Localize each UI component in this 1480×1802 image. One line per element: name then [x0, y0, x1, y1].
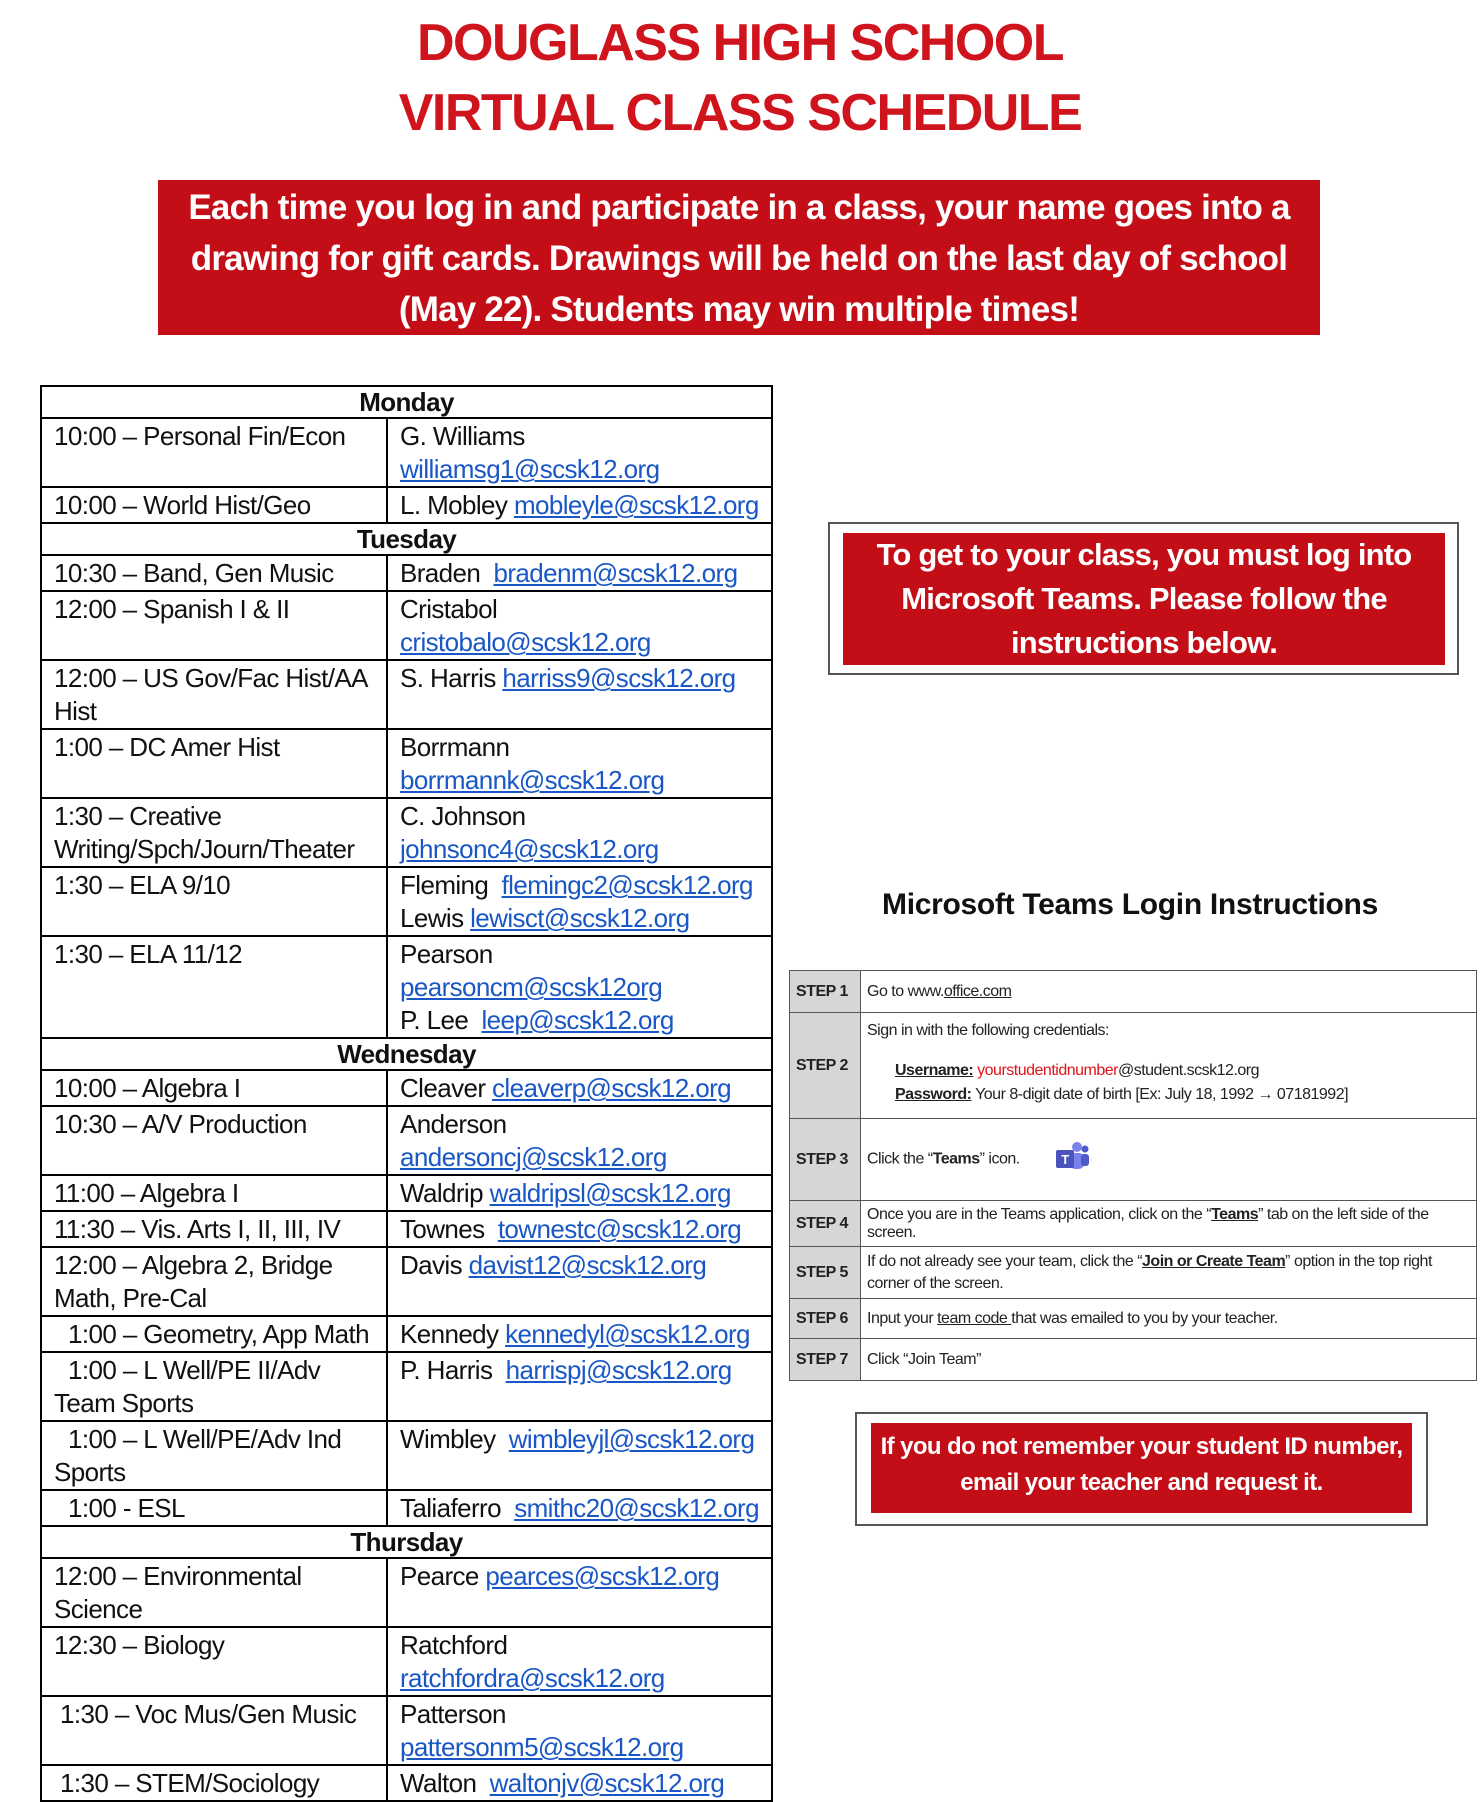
teacher-email-link[interactable]: wimbleyjl@scsk12.org	[508, 1424, 755, 1454]
teacher-email-link[interactable]: leep@scsk12.org	[481, 1005, 674, 1035]
step-text	[861, 1119, 1477, 1201]
teacher-name: Cristabol	[400, 594, 498, 624]
class-name-line: 1:30 – Voc Mus/Gen Music	[60, 1699, 357, 1729]
teacher-name: Fleming	[400, 870, 489, 900]
teacher-cell	[387, 1352, 772, 1421]
step-text-part: ” option in the top right corner of the screen.	[867, 1252, 1432, 1292]
teacher-cell	[387, 1765, 772, 1801]
class-name-line: 1:30 – Creative	[54, 801, 222, 831]
class-name	[41, 1558, 387, 1627]
teacher-email-link[interactable]: harriss9@scsk12.org	[502, 663, 736, 693]
step-row	[790, 1247, 1477, 1299]
step-row	[790, 971, 1477, 1013]
teacher-name: Davis	[400, 1250, 463, 1280]
day-heading: Thursday	[41, 1526, 772, 1558]
teacher-email-link[interactable]: flemingc2@scsk12.org	[501, 870, 753, 900]
class-name	[41, 1316, 387, 1352]
teacher-name: Ratchford	[400, 1630, 508, 1660]
table-row	[41, 1490, 772, 1526]
teacher-email-link[interactable]: harrispj@scsk12.org	[505, 1355, 732, 1385]
step-label: STEP 3	[790, 1119, 861, 1201]
teacher-email-link[interactable]: smithc20@scsk12.org	[514, 1493, 759, 1523]
teacher-name: Townes	[400, 1214, 485, 1244]
teacher-email-link[interactable]: waltonjv@scsk12.org	[489, 1768, 725, 1798]
class-name-line: Sports	[54, 1457, 126, 1487]
step-text-part: that was emailed to you by your teacher.	[1011, 1309, 1278, 1327]
day-row-thursday	[41, 1526, 772, 1558]
username-placeholder: yourstudentidnumber	[977, 1062, 1118, 1079]
step-text-part: Teams	[932, 1150, 980, 1168]
teacher-cell	[387, 1106, 772, 1175]
teacher-name: Braden	[400, 558, 481, 588]
teacher-cell	[387, 418, 772, 487]
table-row	[41, 936, 772, 1038]
table-row	[41, 487, 772, 523]
login-steps-table	[789, 970, 1477, 1381]
teams-tab-link: Teams	[1211, 1205, 1259, 1223]
table-row	[41, 660, 772, 729]
class-name-line: Writing/Spch/Journ/Theater	[54, 834, 355, 864]
step-text	[861, 1247, 1477, 1299]
class-name	[41, 1765, 387, 1801]
teacher-cell	[387, 1627, 772, 1696]
step-text-part: Once you are in the Teams application, click on the “	[867, 1205, 1212, 1223]
teacher-cell	[387, 729, 772, 798]
teacher-email-link[interactable]: johnsonc4@scsk12.org	[400, 834, 659, 864]
class-name-line: 1:00 – L Well/PE II/Adv	[68, 1355, 321, 1385]
day-row-wednesday	[41, 1038, 772, 1070]
class-name	[41, 798, 387, 867]
table-row	[41, 1175, 772, 1211]
teacher-cell	[387, 1316, 772, 1352]
class-name	[41, 1490, 387, 1526]
class-name: 1:00 – DC Amer Hist	[41, 729, 387, 798]
teacher-cell	[387, 1696, 772, 1765]
class-name-line: 1:00 - ESL	[68, 1493, 185, 1523]
schedule-title: VIRTUAL CLASS SCHEDULE	[398, 84, 1082, 142]
class-name: 11:30 – Vis. Arts I, II, III, IV	[41, 1211, 387, 1247]
step-text-part: If do not already see your team, click the “	[867, 1252, 1143, 1270]
teacher-name: Wimbley	[400, 1424, 496, 1454]
teacher-name: G. Williams	[400, 421, 525, 451]
student-id-notice	[871, 1423, 1412, 1513]
table-row	[41, 1558, 772, 1627]
svg-text:T: T	[1060, 1152, 1069, 1167]
day-heading: Wednesday	[41, 1038, 772, 1070]
teacher-email-link[interactable]: mobleyle@scsk12.org	[513, 490, 759, 520]
password-label: Password:	[895, 1086, 972, 1103]
day-row-tuesday	[41, 523, 772, 555]
teacher-cell	[387, 1490, 772, 1526]
class-name	[41, 1247, 387, 1316]
table-row	[41, 1421, 772, 1490]
step-row	[790, 1339, 1477, 1381]
teacher-email-link[interactable]: townestc@scsk12.org	[497, 1214, 742, 1244]
teacher-email-link[interactable]: ratchfordra@scsk12.org	[400, 1663, 665, 1693]
step-label: STEP 7	[790, 1339, 861, 1381]
teacher-email-link[interactable]: davist12@scsk12.org	[468, 1250, 707, 1280]
notice-line: instructions below.	[1010, 625, 1278, 660]
table-row	[41, 1247, 772, 1316]
table-row	[41, 591, 772, 660]
teacher-name: Waldrip	[400, 1178, 483, 1208]
class-name-line: Math, Pre-Cal	[54, 1283, 207, 1313]
school-name: DOUGLASS HIGH SCHOOL	[416, 14, 1064, 72]
step-label: STEP 2	[790, 1013, 861, 1119]
teacher-name: Taliaferro	[400, 1493, 501, 1523]
class-name-line: Science	[54, 1594, 143, 1624]
class-name	[41, 1352, 387, 1421]
table-row	[41, 1106, 772, 1175]
class-name: 12:30 – Biology	[41, 1627, 387, 1696]
teams-notice	[843, 533, 1445, 665]
teacher-name: Cleaver	[400, 1073, 486, 1103]
teacher-name: L. Mobley	[400, 490, 508, 520]
teams-icon	[1054, 1140, 1090, 1179]
table-row	[41, 555, 772, 591]
teacher-cell	[387, 1211, 772, 1247]
teacher-cell	[387, 660, 772, 729]
class-name-line: 1:00 – L Well/PE/Adv Ind	[68, 1424, 342, 1454]
class-name-line: Team Sports	[54, 1388, 194, 1418]
teacher-email-link[interactable]: borrmannk@scsk12.org	[400, 765, 665, 795]
step-label: STEP 1	[790, 971, 861, 1013]
teacher-cell	[387, 591, 772, 660]
step-row	[790, 1119, 1477, 1201]
teacher-cell	[387, 1558, 772, 1627]
class-name: 10:30 – A/V Production	[41, 1106, 387, 1175]
step-row	[790, 1299, 1477, 1339]
teacher-name: Walton	[400, 1768, 477, 1798]
class-name-line: 1:30 – STEM/Sociology	[60, 1768, 320, 1798]
teacher-email-link[interactable]: lewisct@scsk12.org	[470, 903, 690, 933]
teacher-email-link[interactable]: cristobalo@scsk12.org	[400, 627, 651, 657]
team-code-text: team code	[937, 1309, 1012, 1327]
teacher-name: Lewis	[400, 903, 464, 933]
join-create-link: Join or Create Team	[1142, 1252, 1286, 1270]
teacher-name: S. Harris	[400, 663, 496, 693]
banner-line: (May 22). Students may win multiple times!	[398, 290, 1080, 329]
day-heading: Monday	[41, 386, 772, 418]
username-label: Username:	[895, 1062, 974, 1079]
teacher-email-link[interactable]: waldripsl@scsk12.org	[489, 1178, 731, 1208]
teacher-email-link[interactable]: pattersonm5@scsk12.org	[400, 1732, 684, 1762]
step-text-part: Input your	[867, 1309, 938, 1327]
step-text-part: Click the “	[867, 1150, 933, 1168]
banner-line: Each time you log in and participate in a class, your name goes into a	[188, 188, 1290, 227]
class-name: 10:00 – Personal Fin/Econ	[41, 418, 387, 487]
teacher-email-link[interactable]: andersoncj@scsk12.org	[400, 1142, 667, 1172]
table-row	[41, 1765, 772, 1801]
table-row	[41, 1352, 772, 1421]
teacher-cell	[387, 936, 772, 1038]
teacher-cell	[387, 1247, 772, 1316]
table-row	[41, 418, 772, 487]
teacher-cell	[387, 1175, 772, 1211]
class-name: 11:00 – Algebra I	[41, 1175, 387, 1211]
step-text-part: ” icon.	[979, 1150, 1020, 1168]
class-name-line: 12:00 – Algebra 2, Bridge	[54, 1250, 333, 1280]
step-label: STEP 5	[790, 1247, 861, 1299]
class-schedule-table	[40, 385, 773, 1802]
office-link[interactable]: office.com	[943, 982, 1012, 1000]
class-name-line: 1:00 – Geometry, App Math	[68, 1319, 370, 1349]
teacher-name: Pearson	[400, 939, 493, 969]
teacher-name: Borrmann	[400, 732, 510, 762]
teacher-name: Kennedy	[400, 1319, 499, 1349]
username-domain: @student.scsk12.org	[1117, 1062, 1260, 1079]
teacher-email-link[interactable]: williamsg1@scsk12.org	[400, 454, 660, 484]
table-row	[41, 1627, 772, 1696]
step-text-part: Go to www.	[867, 982, 944, 1000]
teacher-email-link[interactable]: kennedyl@scsk12.org	[505, 1319, 750, 1349]
teacher-cell	[387, 555, 772, 591]
teacher-cell	[387, 487, 772, 523]
notice-line: To get to your class, you must log into	[876, 537, 1412, 572]
step-text: Click “Join Team”	[861, 1339, 1477, 1381]
day-heading: Tuesday	[41, 523, 772, 555]
class-name	[41, 1696, 387, 1765]
notice-line: Microsoft Teams. Please follow the	[901, 581, 1387, 616]
class-name: 10:00 – World Hist/Geo	[41, 487, 387, 523]
table-row	[41, 798, 772, 867]
table-row	[41, 1070, 772, 1106]
class-name: 10:00 – Algebra I	[41, 1070, 387, 1106]
teacher-name: Patterson	[400, 1699, 506, 1729]
step-text	[861, 1299, 1477, 1339]
teacher-name: Anderson	[400, 1109, 507, 1139]
teacher-cell	[387, 867, 772, 936]
step-row	[790, 1201, 1477, 1247]
class-name-line: 12:00 – Environmental	[54, 1561, 302, 1591]
teacher-cell	[387, 798, 772, 867]
teacher-email-link[interactable]: pearces@scsk12.org	[485, 1561, 720, 1591]
teacher-name: P. Lee	[400, 1005, 469, 1035]
class-name: 12:00 – Spanish I & II	[41, 591, 387, 660]
teacher-email-link[interactable]: pearsoncm@scsk12org	[400, 972, 663, 1002]
class-name: 1:30 – ELA 11/12	[41, 936, 387, 1038]
teacher-email-link[interactable]: cleaverp@scsk12.org	[492, 1073, 732, 1103]
teacher-name: C. Johnson	[400, 801, 526, 831]
table-row	[41, 867, 772, 936]
notice-line: email your teacher and request it.	[960, 1469, 1323, 1496]
step-row	[790, 1013, 1477, 1119]
teacher-cell	[387, 1421, 772, 1490]
notice-line: If you do not remember your student ID number,	[880, 1433, 1403, 1460]
instructions-title: Microsoft Teams Login Instructions	[882, 888, 1378, 921]
class-name	[41, 660, 387, 729]
class-name: 10:30 – Band, Gen Music	[41, 555, 387, 591]
gift-card-banner	[158, 180, 1320, 335]
teacher-name: Pearce	[400, 1561, 479, 1591]
teacher-name: P. Harris	[400, 1355, 493, 1385]
password-hint: Your 8-digit date of birth [Ex: July 18, 1992 → 07181992]	[975, 1086, 1349, 1103]
class-name-line: Hist	[54, 696, 97, 726]
step-label: STEP 4	[790, 1201, 861, 1247]
teacher-cell	[387, 1070, 772, 1106]
step-text	[861, 1201, 1477, 1247]
teacher-email-link[interactable]: bradenm@scsk12.org	[493, 558, 738, 588]
class-name	[41, 1421, 387, 1490]
class-name: 1:30 – ELA 9/10	[41, 867, 387, 936]
banner-line: drawing for gift cards. Drawings will be held on the last day of school	[190, 239, 1288, 278]
class-name-line: 12:00 – US Gov/Fac Hist/AA	[54, 663, 368, 693]
step-text	[861, 1013, 1477, 1119]
step-text	[861, 971, 1477, 1013]
table-row	[41, 1316, 772, 1352]
step-intro: Sign in with the following credentials:	[867, 1022, 1109, 1039]
table-row	[41, 1211, 772, 1247]
day-row-monday	[41, 386, 772, 418]
step-label: STEP 6	[790, 1299, 861, 1339]
step-text-part: ” tab on the left side of the screen.	[867, 1205, 1429, 1241]
table-row	[41, 1696, 772, 1765]
table-row	[41, 729, 772, 798]
